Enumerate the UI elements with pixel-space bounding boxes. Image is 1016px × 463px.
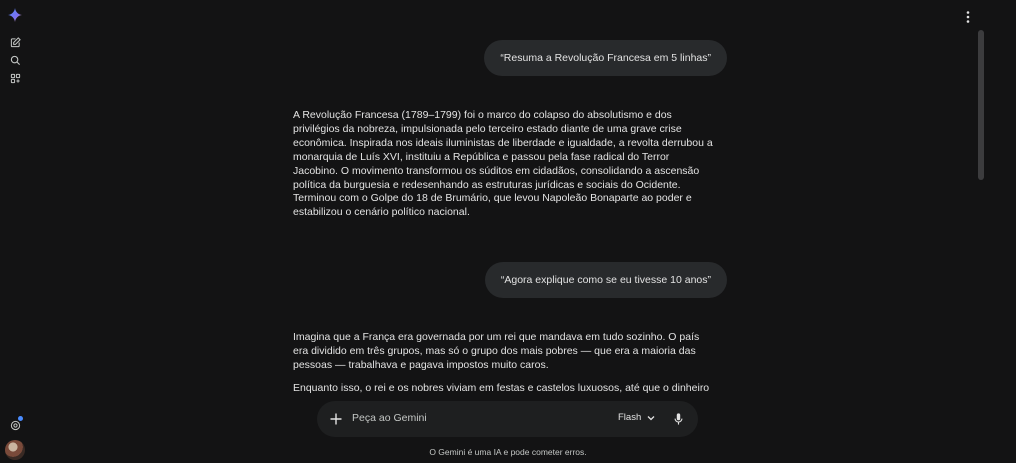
prompt-input[interactable]: Peça ao Gemini [352,412,427,424]
user-message: “Resuma a Revolução Francesa em 5 linhas” [484,40,727,76]
model-response-continued: Enquanto isso, o rei e os nobres viviam em festas e castelos luxuosos, até que o dinheiro [293,382,710,394]
model-label: Flash [618,412,642,423]
notification-dot [18,416,23,421]
new-chat-icon[interactable] [8,35,22,49]
microphone-button[interactable] [670,411,686,427]
more-vertical-icon[interactable] [962,10,974,24]
gemini-spark-icon[interactable] [7,7,23,23]
chevron-down-icon [647,415,655,421]
plus-icon [330,413,342,425]
sidebar-rail [0,0,30,463]
model-response: Imagina que a França era governada por um rei que mandava em tudo sozinho. O país era dividido em três grupos, mas só o grupo dos mais pobres — que era a maioria das pessoas — trabalhava e pagava impostos muito caros. [293,331,700,371]
user-message: “Agora explique como se eu tivesse 10 anos” [485,262,727,298]
disclaimer-text: O Gemini é uma IA e pode cometer erros. [429,447,587,457]
search-icon[interactable] [8,53,22,67]
scrollbar[interactable] [978,30,984,180]
apps-icon[interactable] [8,71,22,85]
model-response: A Revolução Francesa (1789–1799) foi o marco do colapso do absolutismo e dos privilégios da nobreza, impulsionada pelo terceiro estado diante de uma grave crise econômica. Inspirada nos ideais iluministas de liberdade e igualdade, a revolta derrubou a monarquia de Luís XVI, instituiu a República e passou pela fase radical do Terror Jacobino. O movimento transformou os súditos em cidadãos, consolidando a ascensão política da burguesia e redesenhando as estruturas jurídicas e sociais do Ocidente. Terminou com o Golpe do 18 de Brumário, que levou Napoleão Bonaparte ao poder e estabilizou o cenário político nacional. [293,109,713,219]
add-attachment-button[interactable] [328,411,344,427]
microphone-icon [674,413,683,425]
model-selector[interactable] [618,412,655,423]
prompt-composer [317,401,698,437]
